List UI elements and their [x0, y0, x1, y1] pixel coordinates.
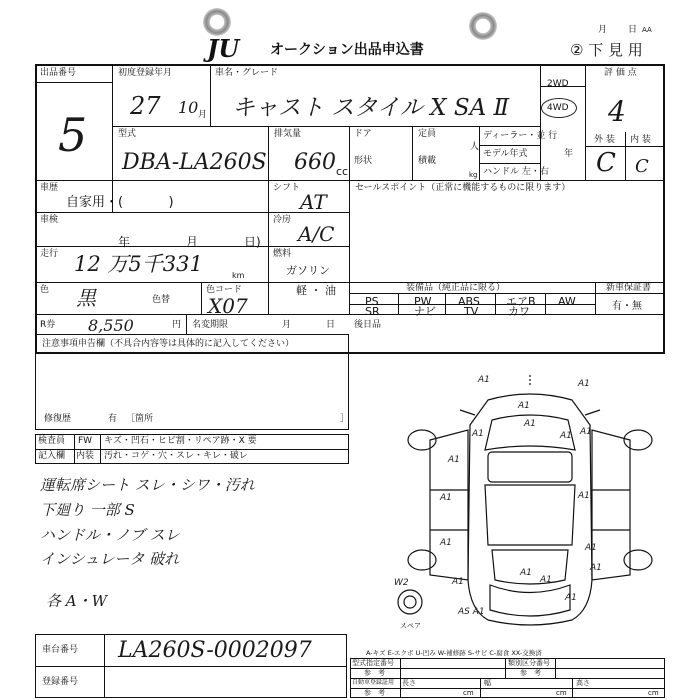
- punch-hole-left: [203, 8, 231, 36]
- class-no-label: 類別区分番号: [508, 659, 550, 667]
- recycle-label: R券: [40, 320, 56, 330]
- length-label: 長さ: [402, 679, 416, 687]
- note-line-3: ハンドル・ノブ スレ: [40, 526, 180, 544]
- note-line-5: 各 A・W: [46, 592, 108, 610]
- car-damage-diagram: [394, 370, 665, 640]
- displacement-value: 660: [294, 150, 336, 175]
- equip-airbag: エアB: [506, 295, 536, 308]
- ref-label-2: 参 考: [520, 669, 541, 677]
- color-label: 色: [40, 285, 50, 295]
- equip-sr: SR: [365, 305, 380, 318]
- equip-tv: TV: [464, 305, 479, 318]
- load-label: 積載: [418, 156, 437, 166]
- fuel-gasoline: ガソリン: [286, 264, 330, 277]
- person-label: 人: [470, 142, 480, 152]
- first-reg-label: 初度登録年月: [118, 68, 173, 78]
- later-items-label: 後日品: [354, 320, 382, 330]
- repair-has: 有: [108, 414, 118, 424]
- height-cm: cm: [648, 689, 659, 697]
- damage-mark: A1: [565, 593, 577, 603]
- interior-grade: C: [635, 156, 649, 177]
- punch-hole-right: [469, 12, 497, 40]
- lot-no-value: 5: [58, 108, 88, 162]
- warranty-value: 有・無: [612, 301, 642, 312]
- equip-abs: ABS: [458, 295, 480, 308]
- equip-navi: ナビ: [414, 305, 436, 318]
- equip-leather: カワ: [508, 305, 530, 318]
- drive-4wd: 4WD: [547, 103, 569, 113]
- aa-label: AA: [642, 26, 652, 34]
- reg-cert-label: 自動車登録証用: [352, 679, 395, 686]
- damage-mark: A1: [452, 577, 464, 587]
- note-line-2: 下廻り 一部 S: [40, 501, 135, 519]
- damage-mark: A1: [448, 455, 460, 465]
- grade-label: 評 価 点: [604, 68, 637, 78]
- width-label: 幅: [484, 679, 491, 687]
- damage-mark: A1: [540, 575, 552, 585]
- km-label: km: [232, 271, 245, 280]
- equip-pw: PW: [414, 295, 432, 308]
- damage-mark: A1: [472, 429, 484, 439]
- equip-ps: PS: [365, 295, 379, 308]
- type-cert-label: 型式指定番号: [352, 659, 394, 667]
- handle-label: ハンドル 左・右: [483, 167, 549, 177]
- mileage-label: 走行: [40, 249, 59, 259]
- note-line-1: 運転席シート スレ・シワ・汚れ: [40, 476, 255, 494]
- model-label: 型式: [118, 129, 137, 139]
- registration-no-label: 登録番号: [42, 677, 79, 687]
- damage-mark: A1: [578, 379, 590, 389]
- recycle-value: 8,550: [88, 316, 134, 335]
- width-cm: cm: [556, 689, 567, 697]
- notes-title: 注意事項申告欄（不具合内容等は具体的に記入してください）: [42, 339, 295, 349]
- selling-points-label: セールスポイント（正常に機能するものに限ります）: [355, 183, 571, 193]
- copy-label: ② 下 見 用: [570, 41, 643, 59]
- fuel-label: 燃料: [273, 249, 292, 259]
- entry-label: 記入欄: [38, 451, 66, 461]
- inspection-year-label: 年: [118, 235, 131, 249]
- first-reg-month-suffix: 月: [198, 110, 208, 120]
- chassis-no-label: 車台番号: [42, 645, 79, 655]
- interior-check-text: 汚れ・コゲ・穴・スレ・キレ・破レ: [104, 451, 248, 461]
- damage-mark: A1: [580, 427, 592, 437]
- model-value: DBA-LA260S: [122, 150, 267, 175]
- damage-mark: A1: [478, 375, 490, 385]
- repair-places: ［箇所: [126, 414, 154, 424]
- color-code-value: X07: [208, 294, 248, 318]
- first-reg-month: 10: [178, 98, 199, 117]
- drive-2wd: 2WD: [547, 79, 569, 89]
- shift-label: シフト: [273, 183, 301, 193]
- damage-mark: A1: [585, 543, 597, 553]
- damage-mark: A1: [590, 563, 602, 573]
- capacity-label: 定員: [418, 129, 437, 139]
- interior-label: 内 装: [630, 135, 651, 145]
- mileage-value: 12 万5千331: [74, 252, 203, 276]
- exterior-grade: C: [596, 148, 616, 178]
- damage-mark: A1: [578, 491, 590, 501]
- length-cm: cm: [463, 689, 474, 697]
- kg-label: kg: [469, 171, 478, 179]
- damage-mark: A1: [520, 568, 532, 578]
- car-name-value: キャスト スタイル X SA Ⅱ: [232, 95, 510, 121]
- equip-aw: AW: [558, 295, 576, 308]
- repair-close: ］: [340, 414, 350, 424]
- exterior-label: 外 装: [594, 135, 615, 145]
- note-line-4: インシュレータ 破れ: [40, 550, 180, 568]
- yen-label: 円: [172, 320, 182, 330]
- fw-label: FW: [78, 436, 93, 446]
- inspection-day-label: 日): [244, 235, 261, 249]
- cooler-label: 冷房: [273, 215, 292, 225]
- dealer-label: ディーラー・並 行: [483, 131, 558, 141]
- cc-label: cc: [336, 165, 349, 178]
- spare-label: スペア: [400, 622, 421, 630]
- damage-mark: AS A1: [458, 607, 485, 617]
- first-reg-year: 27: [130, 92, 161, 120]
- warranty-label: 新車保証書: [606, 283, 652, 293]
- ref-label-3: 参 考: [364, 689, 385, 697]
- shape-label: 形状: [354, 156, 373, 166]
- inspection-month-label: 月: [186, 235, 199, 249]
- form-title: オークション出品申込書: [270, 42, 424, 58]
- damage-mark: A1: [440, 538, 452, 548]
- damage-mark: W2: [394, 578, 409, 588]
- repair-history-label: 修復歴: [44, 414, 72, 424]
- damage-mark: A1: [518, 401, 530, 411]
- color-value: 黒: [76, 286, 96, 310]
- displacement-label: 排気量: [274, 129, 302, 139]
- fuel-light-oil: 軽 ・ 油: [296, 284, 336, 297]
- lot-no-label: 出品番号: [40, 68, 77, 78]
- damage-mark: A1: [440, 493, 452, 503]
- interior-check-label: 内装: [76, 451, 95, 461]
- equipment-header: 装備品（純正品に限る）: [406, 283, 506, 293]
- inspector-label: 検査員: [38, 436, 66, 446]
- cooler-value: A/C: [298, 222, 335, 246]
- history-label: 車歴: [40, 183, 59, 193]
- damage-mark: A1: [560, 431, 572, 441]
- damage-legend: A-キズ E-エクボ U-凹み W-補修跡 S-サビ C-腐食 XX-交換済: [366, 649, 542, 657]
- color-change-label: 色替: [152, 295, 171, 305]
- inspection-label: 車検: [40, 215, 59, 225]
- damage-mark: A1: [524, 419, 536, 429]
- history-value: 自家用・( ): [66, 195, 174, 210]
- expire-day: 日: [326, 320, 336, 330]
- shift-value: AT: [300, 190, 327, 214]
- ref-label-1: 参 考: [364, 669, 385, 677]
- car-name-label: 車名・グレード: [215, 68, 279, 78]
- month-label: 月: [598, 25, 608, 35]
- chassis-no-value: LA260S-0002097: [118, 638, 312, 663]
- fw-text: キズ・凹石・ヒビ割・リペア跡・X 要: [104, 436, 257, 446]
- model-year-label: モデル年式: [483, 149, 528, 159]
- color-code-label: 色コード: [206, 285, 243, 295]
- model-year-suffix: 年: [564, 149, 574, 159]
- name-change-expire-label: 名変期限: [192, 320, 229, 330]
- grade-value: 4: [608, 95, 626, 128]
- height-label: 高さ: [576, 679, 590, 687]
- door-label: ドア: [354, 129, 372, 139]
- logo: JU: [207, 34, 240, 63]
- drive-4wd-circle: [541, 98, 577, 118]
- day-label: 日: [628, 25, 638, 35]
- expire-month: 月: [282, 320, 292, 330]
